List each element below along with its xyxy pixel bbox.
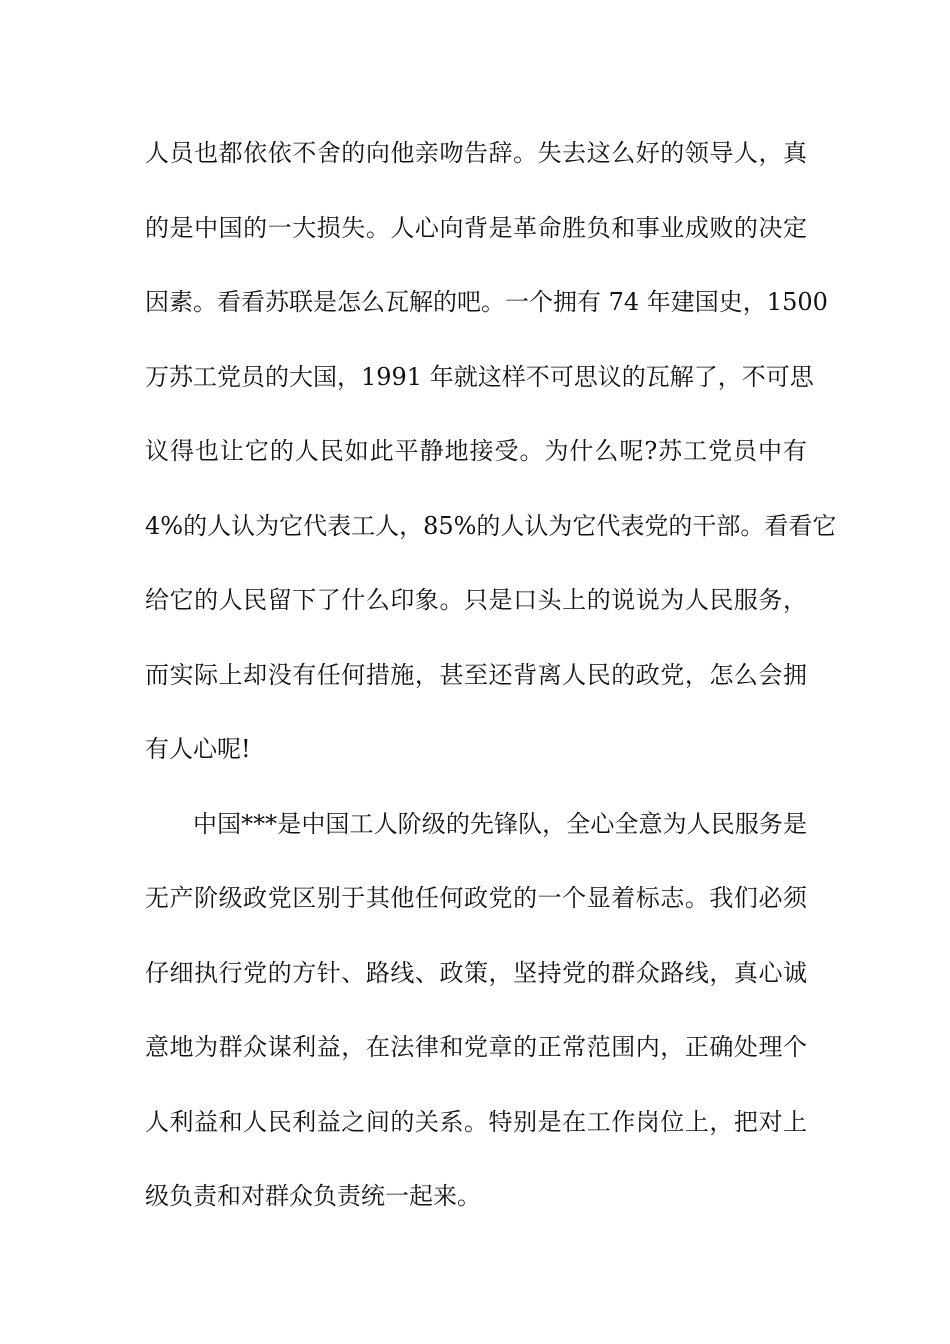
paragraph-2-line-6: 级负责和对群众负责统一起来。 — [145, 1182, 481, 1210]
paragraph-2-line-4: 意地为群众谋利益，在法律和党章的正常范围内，正确处理个 — [145, 1033, 807, 1061]
paragraph-2-line-3: 仔细执行党的方针、路线、政策，坚持党的群众路线，真心诚 — [145, 958, 807, 987]
paragraph-1-line-2: 的是中国的一大损失。人心向背是革命胜负和事业成败的决定 — [145, 213, 807, 242]
paragraph-1-line-9: 有人心呢! — [145, 735, 251, 763]
paragraph-1-line-8: 而实际上却没有任何措施，甚至还背离人民的政党，怎么会拥 — [145, 660, 807, 689]
paragraph-2-line-1: 中国***是中国工人阶级的先锋队，全心全意为人民服务是 — [193, 809, 807, 838]
paragraph-1-line-6: 4%的人认为它代表工人，85%的人认为它代表党的干部。看看它 — [145, 511, 837, 540]
paragraph-2-line-5: 人利益和人民利益之间的关系。特别是在工作岗位上，把对上 — [145, 1107, 807, 1136]
paragraph-2-line-2: 无产阶级政党区别于其他任何政党的一个显着标志。我们必须 — [145, 884, 807, 912]
document-body — [145, 128, 837, 1246]
paragraph-1-line-5: 议得也让它的人民如此平静地接受。为什么呢?苏工党员中有 — [145, 437, 807, 465]
paragraph-1-line-7: 给它的人民留下了什么印象。只是口头上的说说为人民服务， — [145, 586, 807, 614]
paragraph-1-line-3: 因素。看看苏联是怎么瓦解的吧。一个拥有 74 年建国史，1500 — [145, 288, 828, 316]
paragraph-1-line-1: 人员也都依依不舍的向他亲吻告辞。失去这么好的领导人，真 — [145, 139, 807, 167]
paragraph-1-line-4: 万苏工党员的大国，1991 年就这样不可思议的瓦解了，不可思 — [145, 362, 814, 391]
